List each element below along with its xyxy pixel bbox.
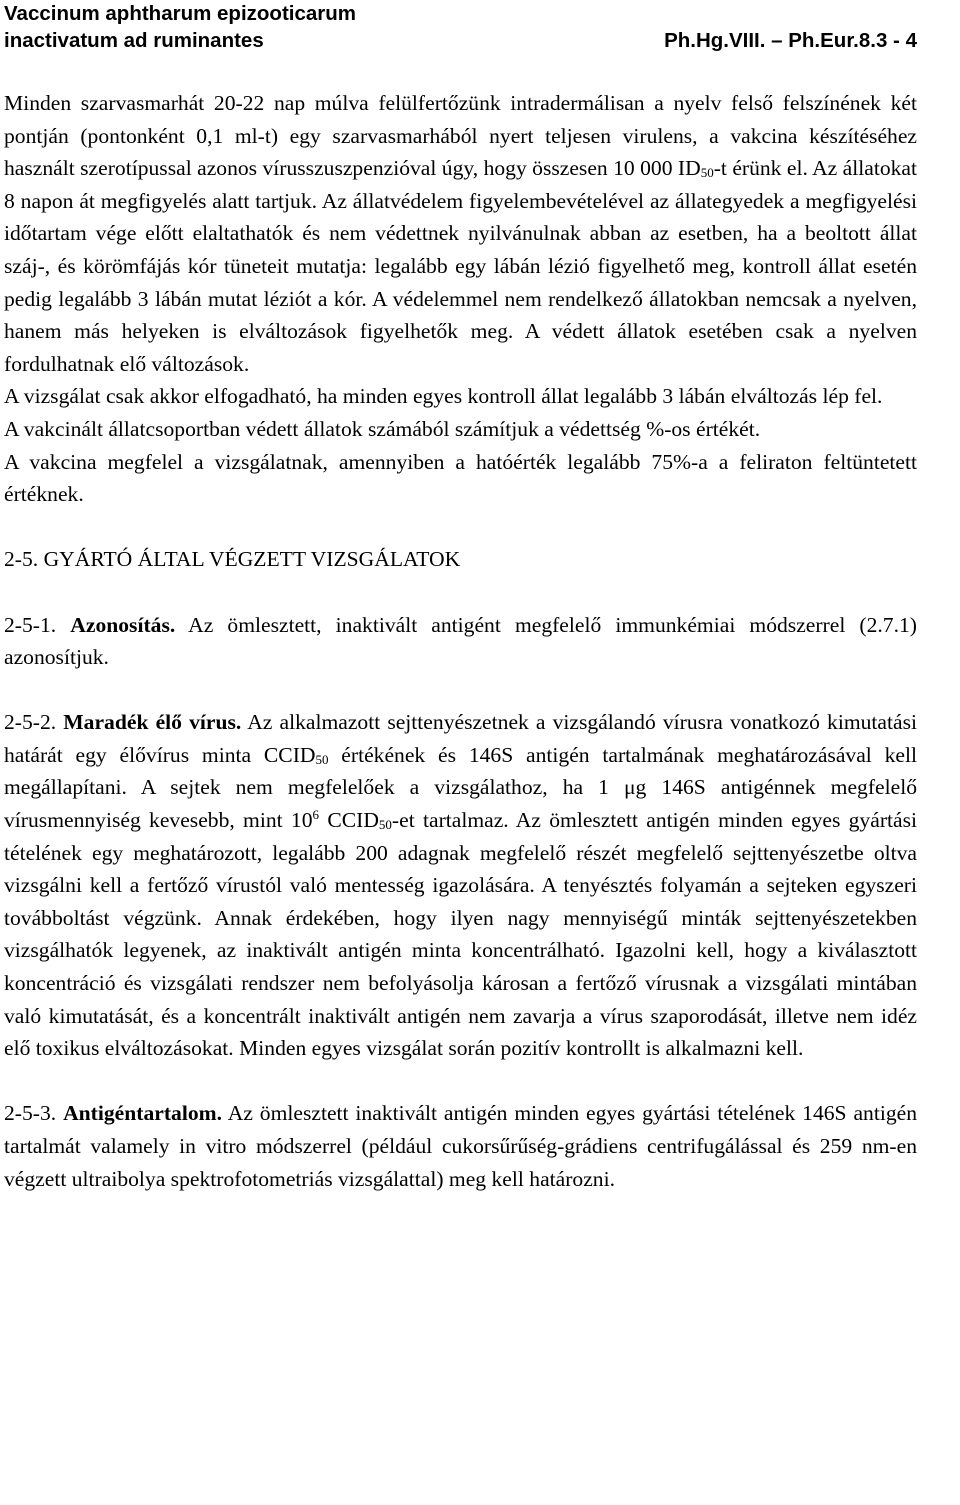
subscript: 50 bbox=[315, 751, 329, 767]
subsection-title: Azonosítás. bbox=[70, 612, 176, 637]
subsection-title: Antigéntartalom. bbox=[63, 1101, 223, 1126]
superscript: 6 bbox=[312, 807, 320, 823]
subsection-text: Az ömlesztett, inaktivált antigént megfelelő immunkémiai módszerrel (2.7.1) azonosítjuk. bbox=[4, 612, 917, 670]
header-title-line1: Vaccinum aphtharum epizooticarum bbox=[4, 2, 356, 25]
subsection-number: 2-5-3. bbox=[4, 1101, 64, 1126]
subsection-text: CCID bbox=[319, 808, 379, 833]
subsection-text: Az ömlesztett inaktivált antigén minden egyes gyártási tételének 146S antigén tartalmát valamely in vitro módszerrel (például cukorsűrűség-grádiens centrifugálással és 259 nm-en végzett ultraibolya spektrofotometriás vizsgálattal) meg kell határozni. bbox=[4, 1101, 918, 1191]
subsection-number: 2-5-1. bbox=[4, 612, 71, 637]
subsection-text: Az alkalmazott sejttenyészetnek a vizsgálandó vírusra vonatkozó kimutatási határát egy élővírus minta CCID bbox=[4, 710, 917, 767]
paragraph-text: Minden szarvasmarhát 20-22 nap múlva felülfertőzünk intradermálisan a nyelv felső felszínének két pontján (pontonként 0,1 ml-t) egy szarvasmarhából nyert teljesen virulens, a vakcina készítéséhez használt szerotípussal azonos vírusszuszpenzióval úgy, hogy összesen 10 000 ID bbox=[4, 91, 917, 181]
subsection-text: értékének és 146S antigén tartalmának meghatározásával kell megállapítani. A sejtek nem megfelelőek a vizsgálathoz, ha 1 μg 146S antigénnek megfelelő vírusmennyiség kevesebb, mint 10 bbox=[4, 742, 917, 833]
subsection-number: 2-5-2. bbox=[4, 710, 64, 735]
header-reference: Ph.Hg.VIII. – Ph.Eur.8.3 - 4 bbox=[664, 29, 917, 52]
subsection-title: Maradék élő vírus. bbox=[63, 710, 242, 735]
paragraph-challenge bbox=[4, 87, 917, 380]
document-body bbox=[4, 87, 917, 1195]
header-title-line2: inactivatum ad ruminantes bbox=[4, 29, 264, 52]
running-header bbox=[4, 0, 917, 54]
subscript: 50 bbox=[700, 165, 714, 181]
section-heading: 2-5. GYÁRTÓ ÁLTAL VÉGZETT VIZSGÁLATOK bbox=[4, 547, 461, 572]
paragraph-protection: A vakcinált állatcsoportban védett állatok számából számítjuk a védettség %-os értékét. bbox=[4, 416, 761, 441]
subsection-text: -et tartalmaz. Az ömlesztett antigén minden egyes gyártási tételének egy meghatározott, legalább 200 adagnak megfelelő részét megfelelő sejttenyészetbe oltva vizsgálni kell a fertőző vírustól való mentesség igazolására. A tenyésztés folyamán a sejteken egyszeri továbboltást végzünk. Annak érdekében, hogy ilyen nagy mennyiségű minták sejttenyészetekben vizsgálhatók legyenek, az inaktivált antigén minta koncentrálható. Igazolni kell, hogy a kiválasztott koncentráció és vizsgálati rendszer nem befolyásolja károsan a fertőző vírusnak a vizsgálati mintában való kimutatását, és a koncentrált inaktivált antigén nem zavarja a vírus szaporodását, illetve nem idéz elő toxikus elváltozásokat. Minden egyes vizsgálat során pozitív kontrollt is alkalmazni kell. bbox=[4, 808, 917, 1061]
paragraph-validity: A vizsgálat csak akkor elfogadható, ha minden egyes kontroll állat legalább 3 lábán elváltozás lép fel. bbox=[4, 384, 883, 409]
subscript: 50 bbox=[378, 817, 392, 833]
subsection-antigen-content bbox=[4, 1097, 917, 1195]
paragraph-text: -t érünk el. Az állatokat 8 napon át megfigyelés alatt tartjuk. Az állatvédelem figyelembevételével az állategyedek a megfigyelési időtartam vége előtt elaltathatók és nem védettnek nyilvánulnak abban az esetben, ha a beoltott állat száj-, és körömfájás kór tüneteit mutatja: legalább egy lábán lézió figyelhető meg, kontroll állat esetén pedig legalább 3 lábán mutat léziót a kór. A védelemmel nem rendelkező állatokban nemcsak a nyelven, hanem más helyeken is elváltozások figyelhetők meg. A védett állatok esetében csak a nyelven fordulhatnak elő változások. bbox=[4, 156, 918, 376]
paragraph-acceptance: A vakcina megfelel a vizsgálatnak, amennyiben a hatóérték legalább 75%-a a feliraton feltüntetett értéknek. bbox=[4, 449, 917, 507]
subsection-residual-virus bbox=[4, 706, 917, 1065]
subsection-identification bbox=[4, 609, 917, 674]
header-row bbox=[4, 27, 917, 54]
